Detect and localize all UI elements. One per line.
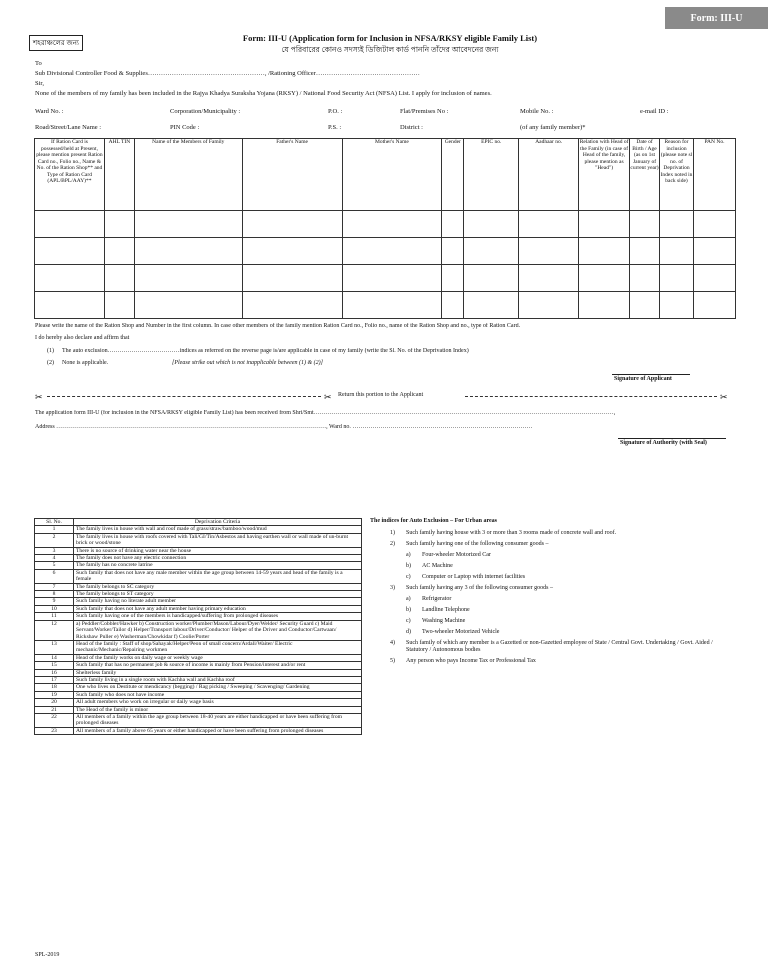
table-row xyxy=(35,676,362,683)
criteria-number: 2 xyxy=(35,533,74,547)
list-item-text: AC Machine xyxy=(422,563,453,569)
criteria-number: 14 xyxy=(35,654,74,661)
item1-text: The auto exclusion………………………………indices as referred on the reverse page is/are applicable in case of my family (write the Sl. No. of the Deprivation Index) xyxy=(62,348,469,354)
table-row[interactable] xyxy=(35,292,736,319)
criteria-number: 7 xyxy=(35,583,74,590)
criteria-text: Shelterless family xyxy=(74,669,362,676)
table-row xyxy=(35,620,362,640)
criteria-text: The family lives in house with wall and roof made of grass/straw/bamboo/wood/mud xyxy=(74,526,362,533)
criteria-text: The family lives in house with roofs covered with Tali/GI/Tin/Asbestos and having earthen wall or wall made of un-burnt brick or wood/stone xyxy=(74,533,362,547)
criteria-number: 10 xyxy=(35,605,74,612)
applicant-signature: Signature of Applicant xyxy=(614,376,672,382)
item2-number: (2) xyxy=(47,360,54,366)
table-row xyxy=(35,598,362,605)
header-pan: PAN No. xyxy=(693,139,735,211)
criteria-text: The family belongs to ST category xyxy=(74,591,362,598)
form-subtitle: যে পরিবারের কোনও সদস্যই ডিজিটাল কার্ড পাননি তাঁদের আবেদনের জন্য xyxy=(281,45,499,54)
table-row xyxy=(35,533,362,547)
list-item xyxy=(370,541,730,548)
criteria-text: Head of the family works on daily wage or weekly wage xyxy=(74,654,362,661)
list-item-number: b) xyxy=(406,607,411,613)
criteria-text: Such family that has no permanent job & source of income is mainly from Pension/interest and/or rent xyxy=(74,662,362,669)
list-item xyxy=(370,658,730,665)
criteria-number: 23 xyxy=(35,727,74,734)
criteria-number: 17 xyxy=(35,676,74,683)
header-ration-card: If Ration Card is possessed/held at Present, please mention present Ration Card no., Folio no., Name & No. of the Ration Shop** and Type of Ration Card (APL/BPL/AAY)** xyxy=(35,139,105,211)
criteria-text: One who lives on Destitute or mendicancy (begging) / Rag picking / Sweeping / Scavenging/ Gardening xyxy=(74,684,362,691)
table-row xyxy=(35,555,362,562)
table-row xyxy=(35,669,362,676)
item1-number: (1) xyxy=(47,348,54,354)
ration-note: Please write the name of the Ration Shop and Number in the first column. In case other members of the family mention Ration Card no., Folio no., name of the Ration Shop and no., type of Ration Card. xyxy=(35,323,521,329)
table-row xyxy=(35,706,362,713)
pin-field[interactable]: PIN Code : xyxy=(170,124,200,131)
mobile-field[interactable]: Mobile No. : xyxy=(520,108,554,115)
list-item-number: 3) xyxy=(390,585,395,591)
list-item-text: Such family having house with 3 or more than 3 rooms made of concrete wall and roof. xyxy=(406,530,617,536)
list-item-number: 2) xyxy=(390,541,395,547)
list-item xyxy=(370,629,730,636)
criteria-text: All adult members who work on irregular or daily wage basis xyxy=(74,699,362,706)
item2-text: None is applicable. xyxy=(62,360,109,366)
family-table xyxy=(34,138,736,319)
header-reason: Reason for inclusion (please note sl no. of Deprivation Index noted in back side) xyxy=(660,139,694,211)
criteria-text: The Head of the family is minor xyxy=(74,706,362,713)
table-row xyxy=(35,691,362,698)
criteria-number: 6 xyxy=(35,569,74,583)
list-item-number: 5) xyxy=(390,658,395,664)
po-field[interactable]: P.O. : xyxy=(328,108,343,115)
criteria-number: 4 xyxy=(35,555,74,562)
criteria-number: 22 xyxy=(35,713,74,727)
criteria-text: Such family that does not have any adult member having primary education xyxy=(74,605,362,612)
table-row xyxy=(35,583,362,590)
table-row[interactable] xyxy=(35,211,736,238)
list-item-number: 4) xyxy=(390,640,395,646)
list-item-text: Two-wheeler Motorized Vehicle xyxy=(422,629,500,635)
authority-signature: Signature of Authority (with Seal) xyxy=(620,440,707,446)
scissors-icon: ✂ xyxy=(35,392,43,402)
list-item-text: Washing Machine xyxy=(422,618,466,624)
criteria-text: The family has no concrete latrine xyxy=(74,562,362,569)
sdc-line: Sub Divisional Controller Food & Supplies………………………………………………, /Rationing Officer………………………………………… xyxy=(35,70,420,77)
form-title: Form: III-U (Application form for Inclusion in NFSA/RKSY eligible Family List) xyxy=(242,33,538,43)
ps-field[interactable]: P.S. : xyxy=(328,124,342,131)
list-item xyxy=(370,618,730,625)
table-row[interactable] xyxy=(35,265,736,292)
scissors-icon: ✂ xyxy=(324,392,332,402)
list-item-text: Such family of which any member is a Gazetted or non-Gazetted employee of State / Central Govt. Undertaking / Govt. Aided / Statutory / Autonomous bodies xyxy=(406,640,713,653)
criteria-number: 16 xyxy=(35,669,74,676)
declare-text: I do hereby also declare and affirm that xyxy=(35,335,130,341)
criteria-number: 15 xyxy=(35,662,74,669)
criteria-number: 5 xyxy=(35,562,74,569)
header-dob: Date of Birth / Age (as on 1st January of current year) xyxy=(630,139,660,211)
criteria-number: 9 xyxy=(35,598,74,605)
list-item-number: a) xyxy=(406,552,411,558)
urban-label: শহরাঞ্চলের জন্য xyxy=(29,35,83,51)
strike-note: [Please strike out which is not inapplicable between (1) & (2)] xyxy=(172,360,323,366)
received-text: The application form III-U (for inclusion in the NFSA/RKSY eligible Family List) has been received from Shri/Smt……………………………………………………………………………………………………………………………………, xyxy=(35,410,616,416)
list-item xyxy=(370,574,730,581)
address-line: Address ………………………………………………………………………………………………………………………, Ward no. ……………………………………………………………………………… xyxy=(35,424,533,430)
header-member-name: Name of the Members of Family xyxy=(134,139,242,211)
flat-field[interactable]: Flat/Premises No : xyxy=(400,108,449,115)
header-gender: Gender xyxy=(442,139,464,211)
table-row xyxy=(35,727,362,734)
criteria-number: 1 xyxy=(35,526,74,533)
list-item xyxy=(370,596,730,603)
criteria-number: 18 xyxy=(35,684,74,691)
list-item xyxy=(370,563,730,570)
criteria-number: 8 xyxy=(35,591,74,598)
ward-field[interactable]: Ward No. : xyxy=(35,108,64,115)
criteria-text: Head of the family : Staff of shop/Sahayak/Helper/Peon of small concern/Ardali/Waiter/ Electric mechanic/Mechanic/Repairing workmen xyxy=(74,640,362,654)
list-item xyxy=(370,530,730,537)
list-item-number: b) xyxy=(406,563,411,569)
anyfamily-note: (of any family member)* xyxy=(520,124,586,131)
table-row xyxy=(35,547,362,554)
criteria-text: a) Peddler/Cobbler/Hawker b) Construction worker/Plumber/Mason/Labour/Dyer/Welder/ Security Guard c) Maid Servant/Worker/Tailor d) Helper/Transport labour/Driver/Conductor/ Helper of the Driver and Conductor/Cartwaan/ Rickshaw Puller e) Washerman/Chowkidar f) Coolie/Porter xyxy=(74,620,362,640)
list-item-text: Such family having one of the following consumer goods – xyxy=(406,541,549,547)
criteria-number: 19 xyxy=(35,691,74,698)
list-item-number: d) xyxy=(406,629,411,635)
list-item xyxy=(370,585,730,592)
list-item-text: Refrigerator xyxy=(422,596,452,602)
header-epic: EPIC no. xyxy=(464,139,519,211)
table-row xyxy=(35,526,362,533)
criteria-number: 20 xyxy=(35,699,74,706)
header-ahl-tin: AHL TIN xyxy=(104,139,134,211)
list-item-text: Such family having any 3 of the following consumer goods – xyxy=(406,585,553,591)
footer-code: SPL-2019 xyxy=(35,952,60,958)
table-row xyxy=(35,569,362,583)
criteria-text: Such family having no literate adult member xyxy=(74,598,362,605)
header-mother-name: Mother's Name xyxy=(342,139,442,211)
list-item xyxy=(370,552,730,559)
criteria-text: Such family having one of the members is handicapped/suffering from prolonged diseases xyxy=(74,613,362,620)
exclusion-title: The indices for Auto Exclusion – For Urban areas xyxy=(370,518,498,524)
criteria-number: 3 xyxy=(35,547,74,554)
criteria-sl-header: Sl. No. xyxy=(35,519,74,526)
table-row xyxy=(35,605,362,612)
criteria-header: Deprivation Criteria xyxy=(74,519,362,526)
header-aadhaar: Aadhaar no. xyxy=(519,139,579,211)
criteria-text: Such family that does not have any male member within the age group between 14-59 years and head of the family is a female xyxy=(74,569,362,583)
criteria-text: The family does not have any electric connection xyxy=(74,555,362,562)
form-badge: Form: III-U xyxy=(665,7,768,29)
header-father-name: Father's Name xyxy=(242,139,342,211)
list-item-text: Any person who pays Income Tax or Professional Tax xyxy=(406,658,536,664)
table-row xyxy=(35,613,362,620)
scissors-icon: ✂ xyxy=(720,392,728,402)
list-item xyxy=(370,607,730,614)
table-row xyxy=(35,562,362,569)
table-row xyxy=(35,713,362,727)
table-row xyxy=(35,699,362,706)
list-item-text: Landline Telephone xyxy=(422,607,470,613)
criteria-text: There is no source of drinking water near the house xyxy=(74,547,362,554)
table-row xyxy=(35,640,362,654)
table-row xyxy=(35,654,362,661)
corporation-field[interactable]: Corporation/Municipality : xyxy=(170,108,241,115)
criteria-table xyxy=(34,518,362,735)
exclusion-panel xyxy=(370,518,730,669)
road-field[interactable]: Road/Street/Lane Name : xyxy=(35,124,102,131)
return-text: Return this portion to the Applicant xyxy=(338,392,424,398)
to-label: To xyxy=(35,60,42,67)
criteria-number: 11 xyxy=(35,613,74,620)
list-item xyxy=(370,640,730,654)
table-row xyxy=(35,591,362,598)
criteria-number: 21 xyxy=(35,706,74,713)
email-field[interactable]: e-mail ID : xyxy=(640,108,669,115)
list-item-number: 1) xyxy=(390,530,395,536)
criteria-number: 12 xyxy=(35,620,74,640)
intro-text: None of the members of my family has been included in the Rajya Khadya Suraksha Yojana (RKSY) / National Food Security Act (NFSA) List. I apply for inclusion of names. xyxy=(35,90,492,97)
list-item-number: a) xyxy=(406,596,411,602)
criteria-text: Such family living in a single room with Kachha wall and Kachha roof xyxy=(74,676,362,683)
criteria-text: The family belongs to SC category xyxy=(74,583,362,590)
list-item-text: Computer or Laptop with internet facilities xyxy=(422,574,526,580)
table-row[interactable] xyxy=(35,238,736,265)
header-relation: Relation with Head of the Family (in case of Head of the family, please mention as "Head") xyxy=(579,139,630,211)
criteria-number: 13 xyxy=(35,640,74,654)
district-field[interactable]: District : xyxy=(400,124,423,131)
list-item-number: c) xyxy=(406,618,411,624)
sir-label: Sir, xyxy=(35,80,44,87)
criteria-text: All members of a family within the age group between 18-40 years are either handicapped or have been suffering from prolonged diseases xyxy=(74,713,362,727)
criteria-text: Such family who does not have income xyxy=(74,691,362,698)
table-row xyxy=(35,662,362,669)
list-item-text: Four-wheeler Motorized Car xyxy=(422,552,491,558)
list-item-number: c) xyxy=(406,574,411,580)
criteria-text: All members of a family above 65 years or either handicapped or have been suffering from prolonged diseases xyxy=(74,727,362,734)
table-row xyxy=(35,684,362,691)
